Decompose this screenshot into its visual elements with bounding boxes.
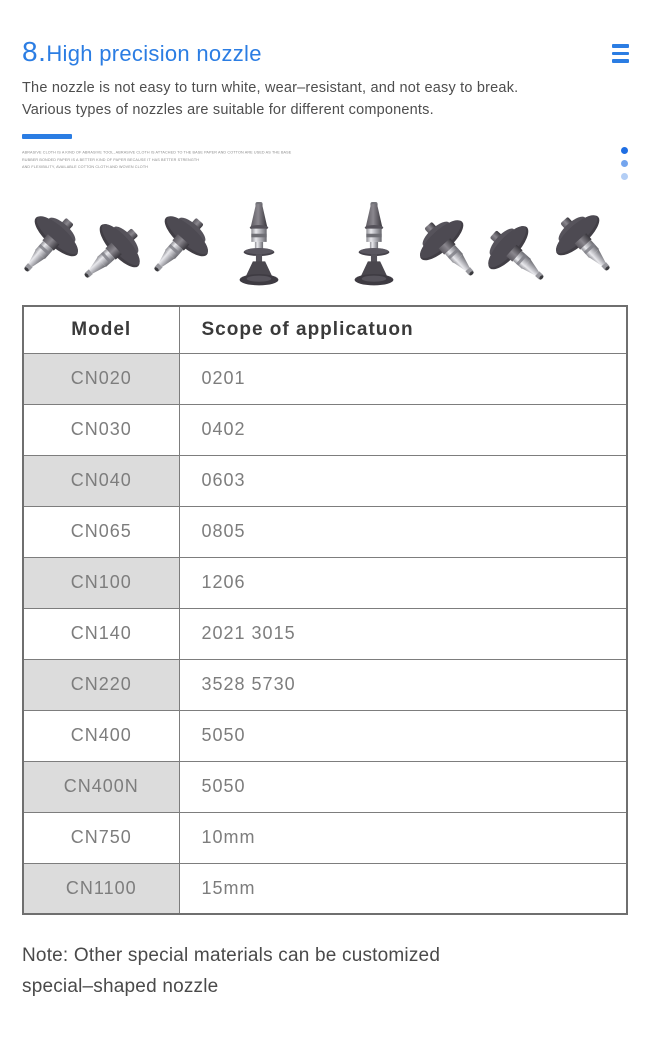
model-cell: CN750 bbox=[23, 812, 179, 863]
table-row bbox=[23, 863, 627, 914]
scope-cell: 3528 5730 bbox=[179, 659, 627, 710]
table-row bbox=[23, 812, 627, 863]
section-description bbox=[22, 77, 628, 121]
page-title bbox=[22, 36, 628, 68]
model-cell: CN220 bbox=[23, 659, 179, 710]
table-row bbox=[23, 761, 627, 812]
section-header bbox=[22, 36, 628, 139]
hamburger-menu-icon[interactable] bbox=[612, 44, 629, 63]
nozzle-photo-4 bbox=[213, 200, 305, 292]
fine-print-line-3: AND FLEXIBILITY, AVAILABLE COTTON CLOTH AND WOVEN CLOTH bbox=[22, 165, 149, 170]
section-title-text: High precision nozzle bbox=[46, 41, 262, 66]
accent-underline bbox=[22, 134, 72, 139]
table-row bbox=[23, 404, 627, 455]
table-row bbox=[23, 608, 627, 659]
note-text: Note: Other special materials can be customized special–shaped nozzle bbox=[22, 945, 441, 997]
table-row bbox=[23, 455, 627, 506]
scope-cell: 15mm bbox=[179, 863, 627, 914]
column-header-scope: Scope of applicatuon bbox=[179, 306, 627, 353]
dot-icon bbox=[621, 173, 628, 180]
scope-cell: 2021 3015 bbox=[179, 608, 627, 659]
nozzle-photo-strip bbox=[0, 198, 650, 298]
model-cell: CN400N bbox=[23, 761, 179, 812]
nozzle-photo-3 bbox=[128, 204, 220, 296]
model-cell: CN140 bbox=[23, 608, 179, 659]
scope-cell: 10mm bbox=[179, 812, 627, 863]
description-line-1: The nozzle is not easy to turn white, wear–resistant, and not easy to break. bbox=[22, 80, 519, 96]
table-row bbox=[23, 710, 627, 761]
model-cell: CN040 bbox=[23, 455, 179, 506]
description-line-2: Various types of nozzles are suitable for different components. bbox=[22, 102, 434, 118]
scope-cell: 5050 bbox=[179, 761, 627, 812]
nozzle-photo-5 bbox=[328, 200, 420, 292]
dot-icon bbox=[621, 147, 628, 154]
fine-print-row bbox=[22, 149, 630, 185]
table-row bbox=[23, 659, 627, 710]
model-cell: CN1100 bbox=[23, 863, 179, 914]
nozzle-photo-8 bbox=[544, 203, 636, 295]
section-number: 8. bbox=[22, 36, 47, 67]
model-cell: CN065 bbox=[23, 506, 179, 557]
scope-cell: 0201 bbox=[179, 353, 627, 404]
model-cell: CN400 bbox=[23, 710, 179, 761]
fine-print-line-2: RUBBER BONDED PAPER IS A BETTER KIND OF PAPER BECAUSE IT HAS BETTER STRENGTH bbox=[22, 158, 200, 163]
model-cell: CN030 bbox=[23, 404, 179, 455]
scope-cell: 0402 bbox=[179, 404, 627, 455]
hamburger-bar bbox=[612, 44, 629, 48]
scope-cell: 0805 bbox=[179, 506, 627, 557]
model-cell: CN020 bbox=[23, 353, 179, 404]
scope-cell: 5050 bbox=[179, 710, 627, 761]
table-row bbox=[23, 506, 627, 557]
column-header-model: Model bbox=[23, 306, 179, 353]
table-row bbox=[23, 353, 627, 404]
vertical-dots-menu-icon[interactable] bbox=[619, 147, 630, 180]
table-row bbox=[23, 557, 627, 608]
fine-print-line-1: ABRASIVE CLOTH IS A KIND OF ABRASIVE TOOL, ABRASIVE CLOTH IS ATTACHED TO THE BASE PAPER AND COTTON ARE USED AS THE BASE bbox=[22, 150, 292, 155]
model-cell: CN100 bbox=[23, 557, 179, 608]
dot-icon bbox=[621, 160, 628, 167]
hamburger-bar bbox=[612, 52, 629, 56]
table-header-row bbox=[23, 306, 627, 353]
fine-print-text bbox=[22, 149, 291, 171]
scope-cell: 0603 bbox=[179, 455, 627, 506]
scope-cell: 1206 bbox=[179, 557, 627, 608]
hamburger-bar bbox=[612, 59, 629, 63]
nozzle-spec-table bbox=[22, 305, 628, 915]
